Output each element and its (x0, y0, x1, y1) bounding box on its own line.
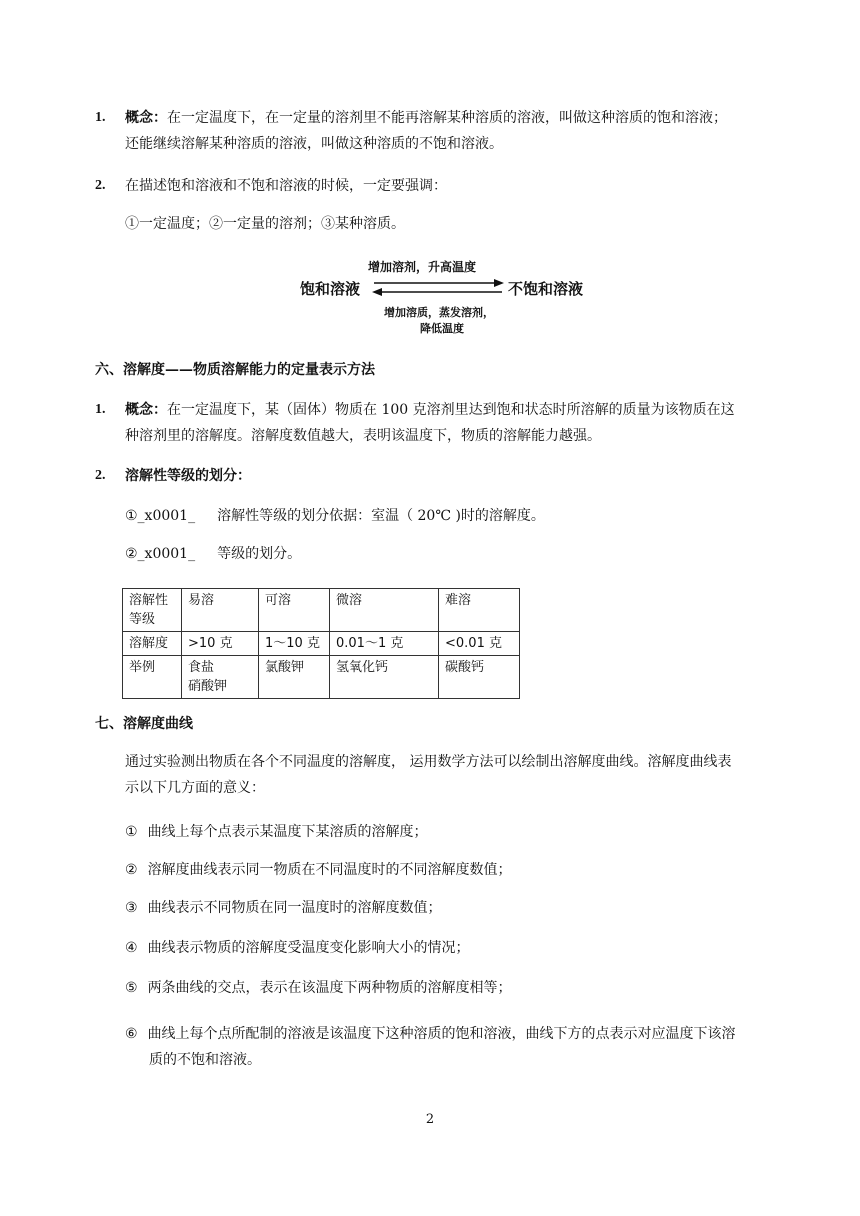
paragraph-line: 通过实验测出物质在各个不同温度的溶解度， 运用数学方法可以绘制出溶解度曲线。溶解度曲线表 (125, 754, 732, 770)
item-number: 1. (95, 110, 106, 125)
table-cell: 举例 (123, 656, 182, 699)
table-row (123, 589, 520, 632)
paragraph-line (125, 400, 735, 420)
table-row (123, 656, 520, 699)
page-number: 2 (425, 1112, 435, 1127)
paragraph-line: 示以下几方面的意义： (125, 780, 265, 796)
paragraph-line: 还能继续溶解某种溶质的溶液，叫做这种溶质的不饱和溶液。 (125, 136, 503, 152)
list-text: 溶解度曲线表示同一物质在不同温度时的不同溶解度数值； (147, 862, 512, 878)
table-cell: 溶解度 (123, 632, 182, 656)
conversion-diagram (290, 256, 610, 340)
table-cell: 氢氧化钙 (330, 656, 439, 699)
definition-text: 在一定温度下，某（固体）物质在 100 克溶剂里达到饱和状态时所溶解的质量为该物质在这 (167, 402, 735, 418)
double-arrow-icon (370, 276, 506, 300)
sub-item-text: 等级的划分。 (217, 546, 302, 562)
table-cell: 0.01～1 克 (330, 632, 439, 656)
list-marker: ① (125, 824, 138, 840)
diagram-left-node: 饱和溶液 (300, 280, 361, 298)
list-marker: ⑥ (125, 1026, 138, 1042)
item-heading: 溶解性等级的划分： (125, 468, 251, 484)
table-cell: 食盐 硝酸钾 (182, 656, 259, 699)
sub-item-marker: ②_x0001_ (125, 546, 196, 562)
list-marker: ④ (125, 940, 138, 956)
list-text: 曲线上每个点所配制的溶液是该温度下这种溶质的饱和溶液，曲线下方的点表示对应温度下该溶 (147, 1026, 736, 1042)
diagram-top-label: 增加溶剂，升高温度 (368, 260, 477, 274)
table-cell: 溶解性 等级 (123, 589, 182, 632)
term-label: 概念： (125, 110, 167, 126)
table-cell: 微溶 (330, 589, 439, 632)
section-heading: 七、溶解度曲线 (95, 716, 193, 732)
paragraph-line: 在描述饱和溶液和不饱和溶液的时候，一定要强调： (125, 178, 447, 194)
table-cell: 氯酸钾 (259, 656, 330, 699)
list-item (125, 860, 512, 880)
table-cell: 1～10 克 (259, 632, 330, 656)
diagram-bottom-label: 降低温度 (420, 322, 464, 335)
sub-item (125, 506, 545, 526)
paragraph-line: 质的不饱和溶液。 (149, 1052, 261, 1068)
section-heading: 六、溶解度——物质溶解能力的定量表示方法 (95, 362, 375, 378)
table-cell: 难溶 (439, 589, 520, 632)
sub-item-text: 溶解性等级的划分依据：室温（ 20℃ )时的溶解度。 (217, 508, 545, 524)
diagram-bottom-label: 增加溶质，蒸发溶剂， (384, 306, 494, 319)
solubility-table (122, 588, 520, 699)
paragraph-line (125, 108, 727, 128)
table-row (123, 632, 520, 656)
list-marker: ③ (125, 900, 138, 916)
item-number: 2. (95, 468, 106, 483)
list-text: 曲线表示物质的溶解度受温度变化影响大小的情况； (147, 940, 470, 956)
list-text: 曲线上每个点表示某温度下某溶质的溶解度； (147, 824, 428, 840)
list-item (125, 938, 470, 958)
sub-item-marker: ①_x0001_ (125, 508, 196, 524)
sub-item: ①一定温度；②一定量的溶剂；③某种溶质。 (125, 216, 405, 232)
diagram-right-node: 不饱和溶液 (508, 280, 584, 298)
paragraph-line: 种溶剂里的溶解度。溶解度数值越大，表明该温度下，物质的溶解能力越强。 (125, 428, 601, 444)
list-item (125, 978, 512, 998)
list-text: 两条曲线的交点，表示在该温度下两种物质的溶解度相等； (147, 980, 512, 996)
sub-item (125, 544, 301, 564)
list-item (125, 822, 428, 842)
table-cell: >10 克 (182, 632, 259, 656)
list-item (125, 1024, 736, 1044)
definition-text: 在一定温度下，在一定量的溶剂里不能再溶解某种溶质的溶液，叫做这种溶质的饱和溶液； (167, 110, 727, 126)
list-marker: ② (125, 862, 138, 878)
item-number: 1. (95, 402, 106, 417)
list-item (125, 898, 442, 918)
table-cell: 可溶 (259, 589, 330, 632)
list-marker: ⑤ (125, 980, 138, 996)
list-text: 曲线表示不同物质在同一温度时的溶解度数值； (147, 900, 442, 916)
table-cell: 易溶 (182, 589, 259, 632)
table-cell: 碳酸钙 (439, 656, 520, 699)
item-number: 2. (95, 178, 106, 193)
term-label: 概念： (125, 402, 167, 418)
table-cell: <0.01 克 (439, 632, 520, 656)
